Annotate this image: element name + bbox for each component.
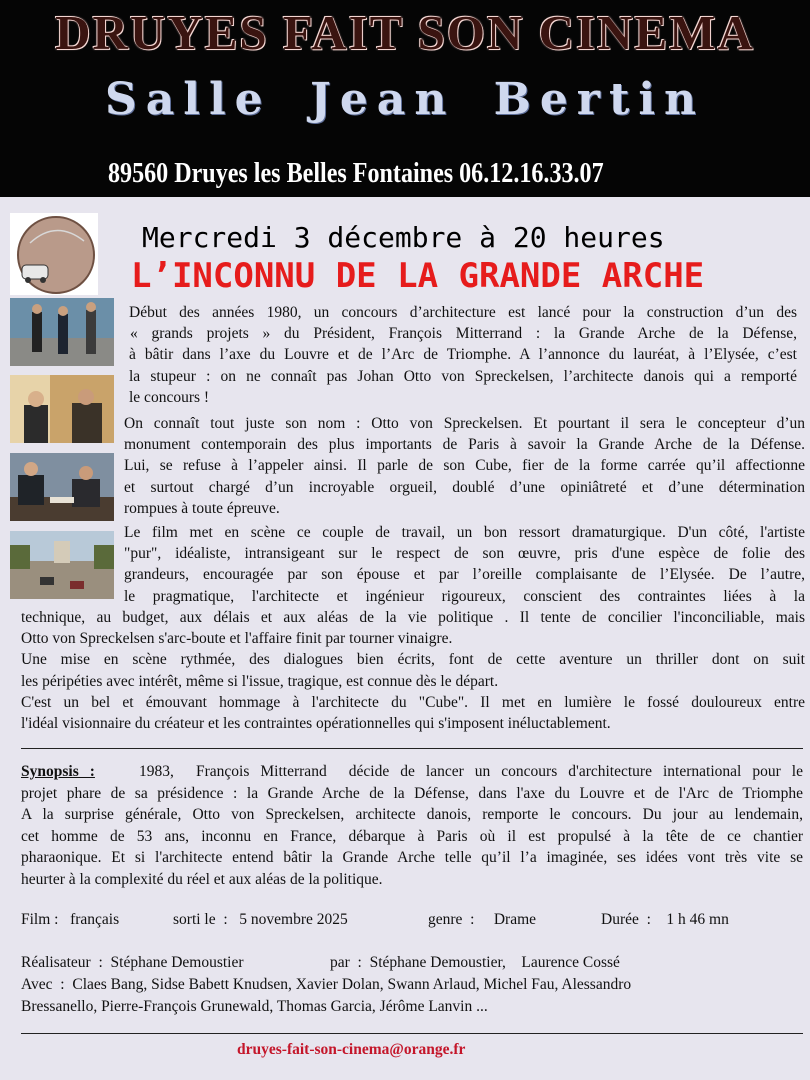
film-still-photo — [10, 531, 114, 599]
film-genre: genre : Drame — [428, 911, 537, 928]
review-paragraph: Début des années 1980, un concours d’architecture est lancé pour la construction d’un des « grands projets » du Président, François Mitterrand : la Grande Arche de la Défense, à bâtir dans l’axe du Louvre et de l’Arc de Triomphe. A l’annonce du lauréat, à l’Elysée, c’est la stupeur : on ne connaît pas Johan Otto von Spreckelsen, l’architecte danois qui a remporté le concours ! — [129, 304, 797, 406]
cinema-title: DRUYES FAIT SON CINEMA — [55, 5, 755, 60]
review-paragraph: Le film met en scène ce couple de travail, un bon ressort dramaturgique. D'un côté, l'artiste "pur", idéaliste, intransigeant sur le respect de son œuvre, pris d'une espèce de folie des grandeurs, encouragée par son épouse et par l’oreille complaisante de l’Elysée. De l’autre, le pragmatique, l'architecte et ingénieur rigoureux, conscient des contraintes liées à la — [124, 524, 805, 605]
divider — [21, 748, 803, 749]
release-date: sorti le : 5 novembre 2025 — [173, 911, 348, 928]
cinema-logo — [10, 213, 98, 295]
synopsis-label: Synopsis : — [21, 763, 95, 780]
film-language: Film : français — [21, 911, 120, 928]
screening-date: Mercredi 3 décembre à 20 heures — [142, 221, 665, 254]
film-still-photo — [10, 375, 114, 443]
address-phone: 89560 Druyes les Belles Fontaines 06.12.16.33.07 — [108, 158, 604, 189]
header-banner — [0, 0, 810, 197]
film-still-photo — [10, 453, 114, 521]
film-still-photo — [10, 298, 114, 366]
cast-line: Avec : Claes Bang, Sidse Babett Knudsen, Xavier Dolan, Swann Arlaud, Michel Fau, Alessandro — [21, 976, 632, 993]
divider — [21, 1033, 803, 1034]
film-title: L’INCONNU DE LA GRANDE ARCHE — [131, 256, 705, 296]
venue-name: Salle Jean Bertin — [104, 74, 706, 125]
cast-line: Bressanello, Pierre-François Grunewald, Thomas Garcia, Jérôme Lanvin ... — [21, 998, 488, 1015]
contact-email[interactable]: druyes-fait-son-cinema@orange.fr — [237, 1041, 466, 1058]
writers: par : Stéphane Demoustier, Laurence Cossé — [330, 954, 620, 971]
film-duration: Durée : 1 h 46 mn — [601, 911, 729, 928]
review-paragraph: On connaît tout juste son nom : Otto von Spreckelsen. Et pourtant il sera le concepteur d’un monument contemporain des plus importants de Paris à savoir la Grande Arche de la Défense. Lui, se refuse à l’appeler ainsi. Il parle de son Cube, fier de la forme carrée qu’il affectionne et surtout chargé d’un incroyable orgueil, doublé d’une opiniâtreté et d’une détermination rompues à toute épreuve. — [124, 415, 805, 517]
director: Réalisateur : Stéphane Demoustier — [21, 954, 244, 971]
review-paragraph: technique, au budget, aux délais et aux aléas de la vie politique . Il tente de concilier l'inconciliable, mais Otto von Spreckelsen s'arc-boute et l'affaire finit par tourner vinaigre. Une mise en scène rythmée, des dialogues bien écrits, font de cette aventure un thriller dont on suit les péripéties avec intérêt, même si l'issue, tragique, est connue dès le départ. C'est un bel et émouvant hommage à l'architecte du "Cube". Il met en lumière le fossé douloureux entre l'idéal visionnaire du créateur et les contraintes opérationnelles qui s'imposent inéluctablement. — [21, 609, 805, 733]
synopsis: Synopsis : 1983, François Mitterrand décide de lancer un concours d'architecture international pour le projet phare de sa présidence : la Grande Arche de la Défense, dans l'axe du Louvre et de l'Arc de Triomphe A la surprise générale, Otto von Spreckelsen, architecte danois, remporte le concours. Du jour au lendemain, cet homme de 53 ans, inconnu en France, débarque à Paris où il est propulsé à la tête de ce chantier pharaonique. Et si l'architecte entend bâtir la Grande Arche telle qu’il l’a imaginée, ses idées vont très vite se heurter à la complexité du réel et aux aléas de la politique. — [21, 763, 803, 888]
